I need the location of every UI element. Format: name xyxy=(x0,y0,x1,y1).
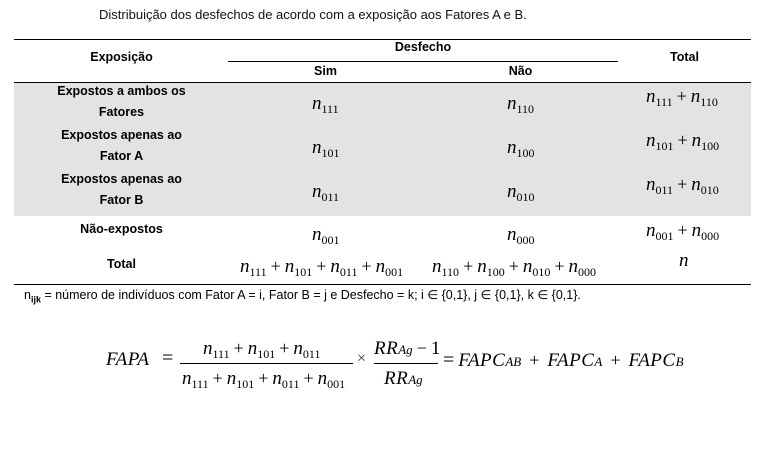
formula-numerator: $n_{111} + n_{101} + n_{011}$ xyxy=(203,338,321,361)
cell-none-no: $n_{000}$ xyxy=(507,224,535,247)
row-label-line: Expostos a ambos os xyxy=(57,84,186,98)
cell-total-no: $n_{110} + n_{100} + n_{010} + n_{000}$ xyxy=(432,256,597,279)
formula-lhs: FAPA xyxy=(106,349,150,370)
cell-both-yes: $n_{111}$ xyxy=(312,93,339,116)
row-label-line: Fatores xyxy=(98,105,145,119)
cell-a-no: $n_{100}$ xyxy=(507,137,535,160)
cell-none-yes: $n_{001}$ xyxy=(312,224,340,247)
formula-rr-denominator: RRAg xyxy=(384,368,423,389)
row-label-unexposed xyxy=(14,219,229,240)
formula-equals-1: = xyxy=(162,347,174,369)
row-label-line: Fator B xyxy=(99,193,144,207)
formula-rhs: = FAPCAB + FAPCA + FAPCB xyxy=(443,349,684,371)
row-label-only-a xyxy=(14,125,229,167)
header-total: Total xyxy=(670,50,699,64)
row-label-total: Total xyxy=(107,257,136,271)
row-label-only-b xyxy=(14,169,229,211)
cell-b-total: $n_{011} + n_{010}$ xyxy=(646,174,719,197)
cell-a-yes: $n_{101}$ xyxy=(312,137,340,160)
formula-times: × xyxy=(357,350,367,367)
formula-fraction-bar-1 xyxy=(180,363,353,364)
row-label-line: Expostos apenas ao xyxy=(61,128,182,142)
row-label-line: Expostos apenas ao xyxy=(61,172,182,186)
cell-a-total: $n_{101} + n_{100}$ xyxy=(646,130,720,153)
table-caption: Distribuição dos desfechos de acordo com a exposição aos Fatores A e B. xyxy=(99,7,527,22)
row-label-line: Fator A xyxy=(99,149,144,163)
formula-rr-numerator: RRAg − 1 xyxy=(374,338,441,359)
header-outcome: Desfecho xyxy=(394,40,452,54)
cell-grand-total: n xyxy=(679,250,689,271)
row-label-line: Não-expostos xyxy=(80,222,163,236)
header-exposure: Exposição xyxy=(90,50,153,64)
table-footnote: $n_{ijk}$ = número de indivíduos com Fator A = i, Fator B = j e Desfecho = k; i ∈ {0,1}, j ∈ {0,1}, k ∈ {0,1}. xyxy=(24,288,581,305)
header-yes: Sim xyxy=(314,64,337,78)
cell-both-no: $n_{110}$ xyxy=(507,93,535,116)
bottom-rule xyxy=(14,284,751,285)
cell-b-yes: $n_{011}$ xyxy=(312,181,340,204)
outcome-sub-rule xyxy=(228,61,618,62)
cell-b-no: $n_{010}$ xyxy=(507,181,535,204)
cell-total-yes: $n_{111} + n_{101} + n_{011} + n_{001}$ xyxy=(240,256,404,279)
cell-none-total: $n_{001} + n_{000}$ xyxy=(646,220,720,243)
cell-both-total: $n_{111} + n_{110}$ xyxy=(646,86,718,109)
formula-denominator: $n_{111} + n_{101} + n_{011} + n_{001}$ xyxy=(182,368,346,391)
row-label-both xyxy=(14,81,229,123)
header-no: Não xyxy=(508,64,533,78)
formula-fraction-bar-2 xyxy=(374,363,438,364)
